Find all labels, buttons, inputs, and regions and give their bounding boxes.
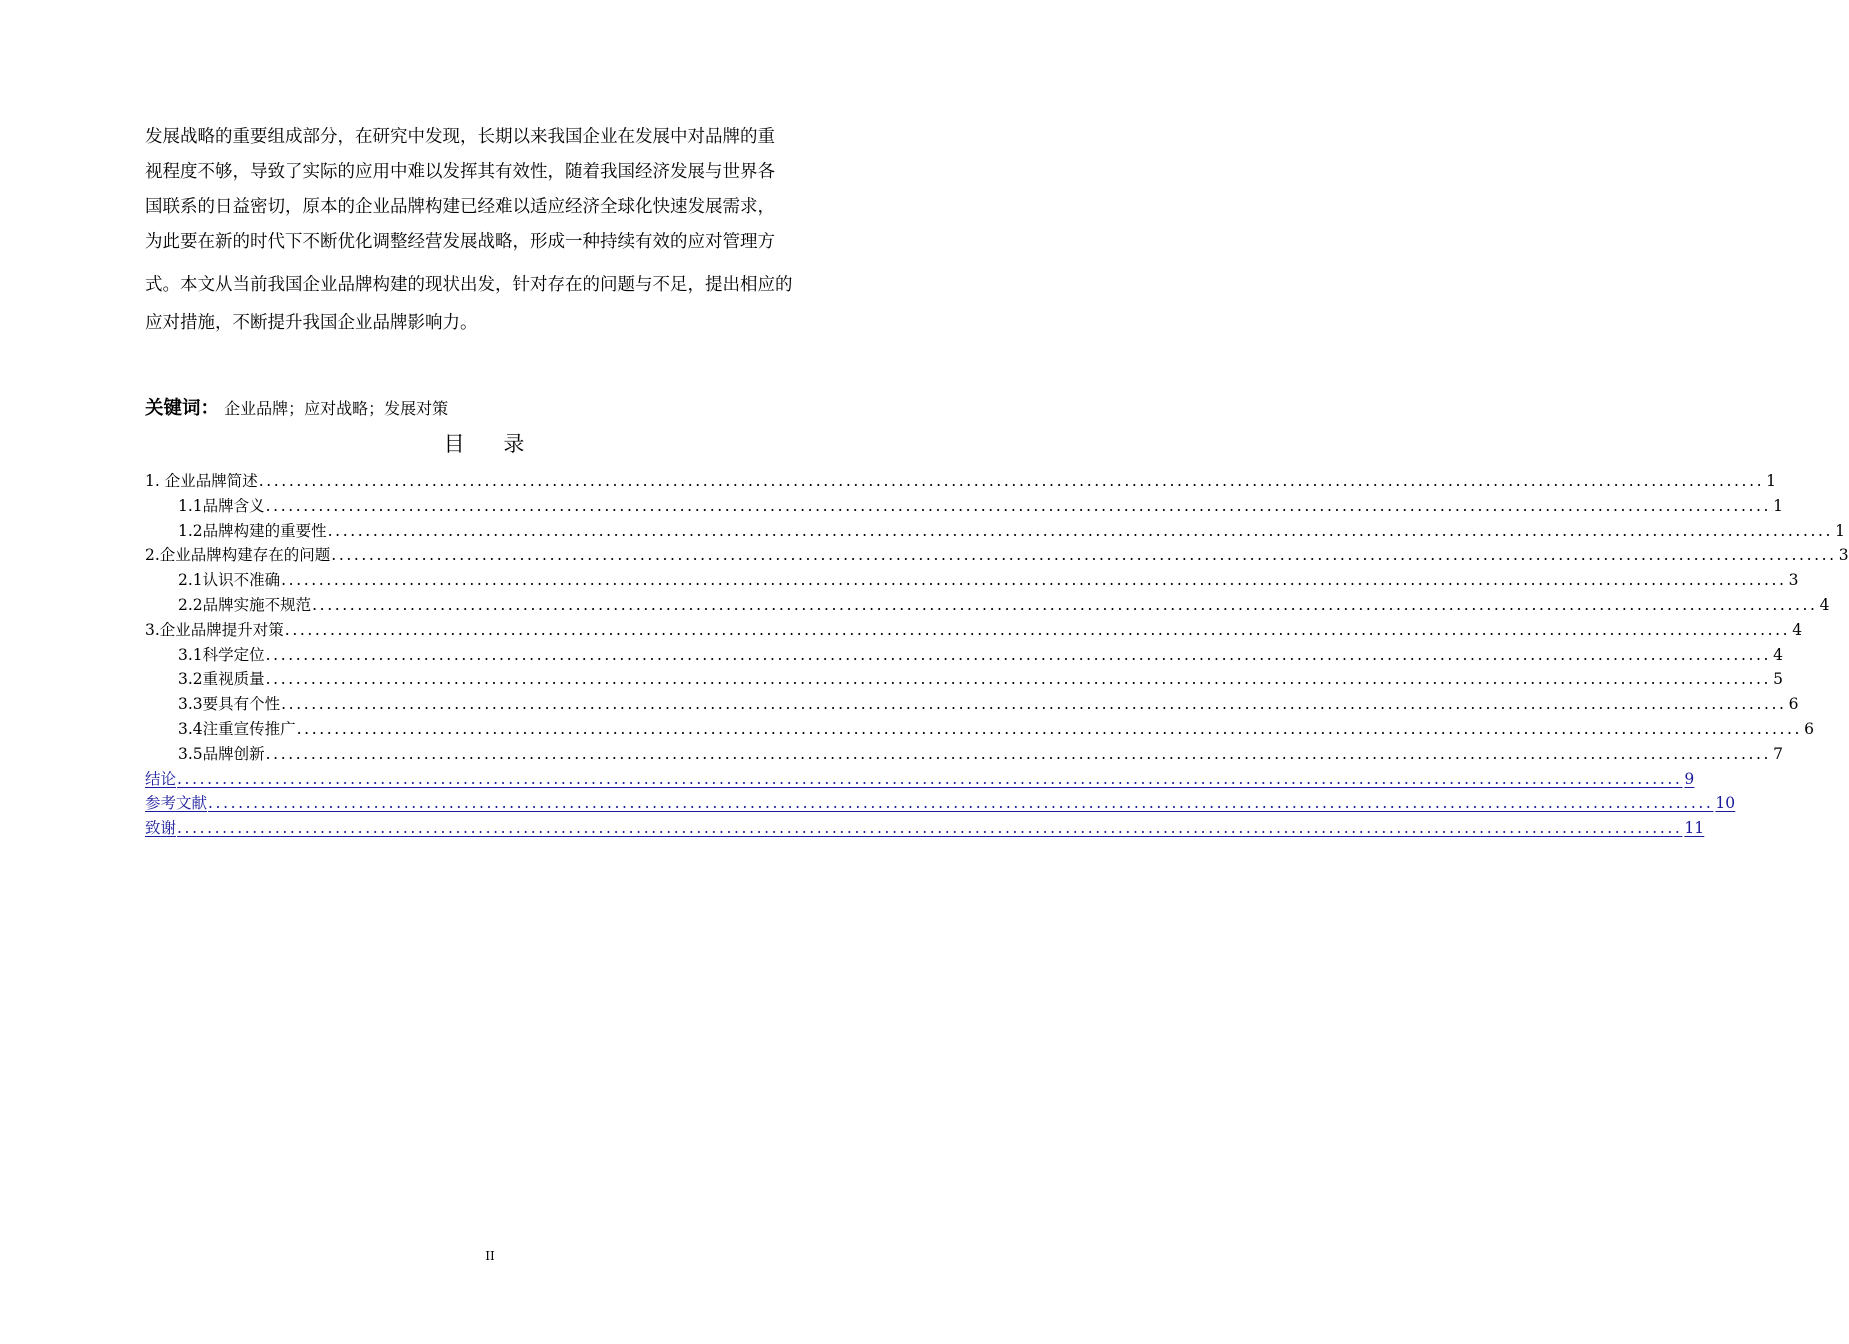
toc-entry — [178, 716, 1814, 740]
toc-leader-dots: ........................................................................................................................................................................................................ — [312, 596, 1818, 614]
body-line: 为此要在新的时代下不断优化调整经营发展战略，形成一种持续有效的应对管理方 — [145, 232, 775, 252]
toc-entry-page: 3 — [1788, 571, 1799, 590]
toc-entry-label: 2.企业品牌构建存在的问题 — [145, 546, 331, 565]
toc-entry-label: 1. 企业品牌简述 — [145, 472, 258, 490]
toc-entry-page: 9 — [1684, 769, 1695, 788]
toc-entry — [178, 691, 1799, 715]
toc-entry-page: 1 — [1773, 496, 1783, 515]
toc-entry-label: 1.1品牌含义 — [178, 496, 265, 515]
toc-leader-dots: ........................................................................................................................................................................................................ — [265, 670, 1772, 689]
keywords-text: 企业品牌；应对战略；发展对策 — [224, 399, 449, 418]
toc-entry — [178, 567, 1799, 591]
toc-entry — [178, 518, 1845, 542]
toc-entry — [145, 468, 1776, 492]
toc-entry-page: 11 — [1684, 819, 1705, 838]
toc-leader-dots: ........................................................................................................................................................................................................ — [281, 695, 1787, 714]
body-line: 国联系的日益密切，原本的企业品牌构建已经难以适应经济全球化快速发展需求， — [145, 197, 775, 217]
toc-entry-label: 结论 — [145, 769, 177, 788]
toc-entry-link[interactable] — [145, 815, 1705, 839]
toc-entry-page: 1 — [1766, 472, 1776, 490]
toc-entry-label: 3.2重视质量 — [178, 670, 265, 689]
toc-entry-label: 3.1科学定位 — [178, 645, 265, 664]
toc-leader-dots: ........................................................................................................................................................................................................ — [296, 720, 1803, 738]
toc-entry — [178, 666, 1783, 690]
toc-entry-page: 6 — [1788, 695, 1799, 714]
toc-entry-page: 3 — [1838, 546, 1849, 565]
toc-entry-label: 致谢 — [145, 819, 177, 838]
keywords — [145, 396, 448, 422]
toc-leader-dots: ........................................................................................................................................................................................................ — [327, 521, 1834, 540]
toc-leader-dots: ........................................................................................................................................................................................................ — [265, 744, 1772, 763]
toc-entry-page: 10 — [1715, 794, 1736, 813]
toc-entry-label: 1.2品牌构建的重要性 — [178, 521, 327, 540]
toc-leader-dots: ........................................................................................................................................................................................................ — [281, 571, 1787, 590]
body-line: 视程度不够，导致了实际的应用中难以发挥其有效性，随着我国经济发展与世界各 — [145, 162, 775, 182]
toc-leader-dots: ........................................................................................................................................................................................................ — [208, 794, 1714, 813]
body-line: 发展战略的重要组成部分，在研究中发现，长期以来我国企业在发展中对品牌的重 — [145, 127, 775, 147]
toc-entry-label: 3.4注重宣传推广 — [178, 720, 296, 738]
toc-leader-dots: ........................................................................................................................................................................................................ — [258, 472, 1765, 490]
toc-leader-dots: ........................................................................................................................................................................................................ — [284, 620, 1791, 639]
toc-leader-dots: ........................................................................................................................................................................................................ — [177, 819, 1683, 838]
toc-entry-label: 参考文献 — [145, 794, 208, 813]
toc-entry — [178, 592, 1830, 616]
toc-entry — [145, 542, 1849, 566]
toc-entry-link[interactable] — [145, 766, 1695, 790]
toc-entry-label: 2.1认识不准确 — [178, 571, 281, 590]
toc-entry-page: 1 — [1835, 521, 1845, 540]
body-line: 式。本文从当前我国企业品牌构建的现状出发，针对存在的问题与不足，提出相应的 — [145, 275, 793, 295]
toc-entry-page: 7 — [1773, 744, 1783, 763]
toc-entry-page: 4 — [1773, 645, 1783, 664]
toc-entry-page: 5 — [1773, 670, 1783, 689]
keywords-label: 关键词： — [145, 398, 220, 419]
toc-entry — [145, 617, 1803, 641]
toc-leader-dots: ........................................................................................................................................................................................................ — [177, 769, 1683, 788]
toc-entry — [178, 642, 1783, 666]
toc-entry — [178, 741, 1783, 765]
toc-entry-page: 4 — [1819, 596, 1830, 614]
toc-entry-label: 3.5品牌创新 — [178, 744, 265, 763]
toc-entry-page: 4 — [1792, 620, 1803, 639]
toc-entry-label: 3.3要具有个性 — [178, 695, 281, 714]
toc-leader-dots: ........................................................................................................................................................................................................ — [265, 645, 1772, 664]
toc-entry-label: 2.2品牌实施不规范 — [178, 596, 312, 614]
toc-leader-dots: ........................................................................................................................................................................................................ — [265, 496, 1772, 515]
toc-entry-label: 3.企业品牌提升对策 — [145, 620, 284, 639]
page-number: II — [485, 1249, 495, 1263]
toc-entry — [178, 493, 1783, 517]
body-line: 应对措施，不断提升我国企业品牌影响力。 — [145, 313, 478, 333]
toc-leader-dots: ........................................................................................................................................................................................................ — [331, 546, 1837, 565]
toc-entry-link[interactable] — [145, 790, 1736, 814]
toc-title: 目 录 — [443, 432, 541, 456]
toc-entry-page: 6 — [1804, 720, 1814, 738]
